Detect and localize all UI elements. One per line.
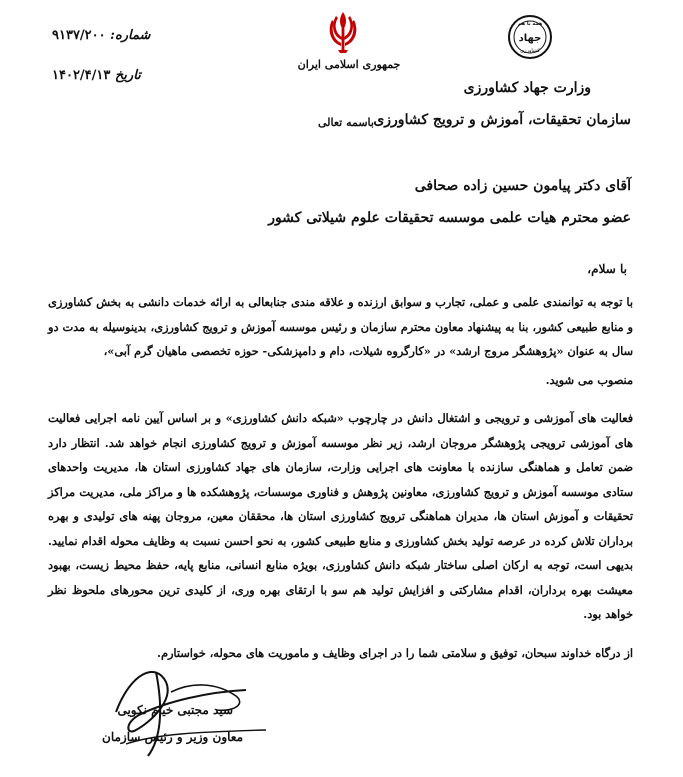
greeting: با سلام، xyxy=(587,262,627,276)
svg-text:جهاد: جهاد xyxy=(518,33,542,44)
body-paragraph-1-end: منصوب می شوید. xyxy=(545,372,633,387)
body-paragraph-2: فعالیت های آموزشی و ترویجی و اشتغال دانش در چارچوب «شبکه دانش کشاورزی» و بر اساس آیین نامه اجرایی فعالیت های آموزشی ترویجی پژوهشگر مروجان ارشد، زیر نظر موسسه آموزش و ترویج کشاورزی انجام خواهد شد. انتظار دارد ضمن تعامل و هماهنگی سازنده با معاونت های اجرایی وزارت، سازمان های جهاد کشاورزی استان ها، مدیریت واحدهای ستادی موسسه آموزش و ترویج کشاورزی، معاونین پژوهش و فناوری موسسات، پژوهشکده ها و مراکز ملی، مدیریت مراکز تحقیقات و آموزش استان ها، مدیران هماهنگی ترویج کشاورزی استان ها، محققان معین، مروجان پهنه های تولیدی و بهره برداران تلاش کرده در عرصه تولید بخش کشاورزی و منابع طبیعی کشور، به نحو احسن نسبت به وظایف محوله اقدام نمایید. بدیهی است، توجه به ارکان اصلی ساختار شبکه دانش کشاورزی، بویژه منابع انسانی، منابع پایه، حفظ محیط زیست، بهبود معیشت بهره برداران، اقدام مشارکتی و افزایش تولید هم سو با ارتقای بهره وری، از کلیدی ترین محورهای ملحوظ نظر خواهد بود. xyxy=(48,411,633,621)
date-label: تاریخ xyxy=(114,68,141,83)
date-value: ۱۴۰۲/۴/۱۳ xyxy=(52,68,111,83)
number-value: ۹۱۳۷/۲۰۰ xyxy=(52,28,106,43)
ministry-logo xyxy=(507,14,553,60)
body-paragraph-3: از درگاه خداوند سبحان، توفیق و سلامتی شما را در اجرای وظایف و ماموریت های محوله، خواستارم. xyxy=(157,645,633,660)
letter-body xyxy=(48,290,633,665)
number-label: شماره: xyxy=(110,28,151,43)
ministry-name: وزارت جهاد کشاورزی xyxy=(463,80,591,96)
iran-emblem-icon xyxy=(328,10,358,54)
basmala: باسمه تعالی xyxy=(318,116,374,129)
addressee-name: آقای دکتر پیامون حسین زاده صحافی xyxy=(414,178,631,194)
republic-title: جمهوری اسلامی ایران xyxy=(297,58,401,71)
addressee-position: عضو محترم هیات علمی موسسه تحقیقات علوم شیلاتی کشور xyxy=(268,210,631,226)
organization-name: سازمان تحقیقات، آموزش و ترویج کشاورزی xyxy=(373,112,631,128)
letter-date xyxy=(52,68,141,83)
signatory-title: معاون وزیر و رئیس سازمان xyxy=(102,730,243,744)
svg-text:کشاورزی: کشاورزی xyxy=(520,48,540,54)
body-paragraph-1: با توجه به توانمندی علمی و عملی، تجارب و سوابق ارزنده و علاقه مندی جنابعالی به ارائه خدمات دانشی به بخش کشاورزی و منابع طبیعی کشور، بنا به پیشنهاد معاون محترم سازمان و رئیس موسسه آموزش و ترویج کشاورزی، بدینوسیله به مدت دو سال به عنوان «پژوهشگر مروج ارشد» در «کارگروه شیلات، دام و دامپزشکی- حوزه تخصصی ماهیان گرم آبی»، xyxy=(48,295,633,358)
svg-text:همه با هم: همه با هم xyxy=(517,21,543,27)
signatory-name: سید مجتبی خیام نکویی xyxy=(117,703,233,717)
letter-number xyxy=(52,28,150,43)
